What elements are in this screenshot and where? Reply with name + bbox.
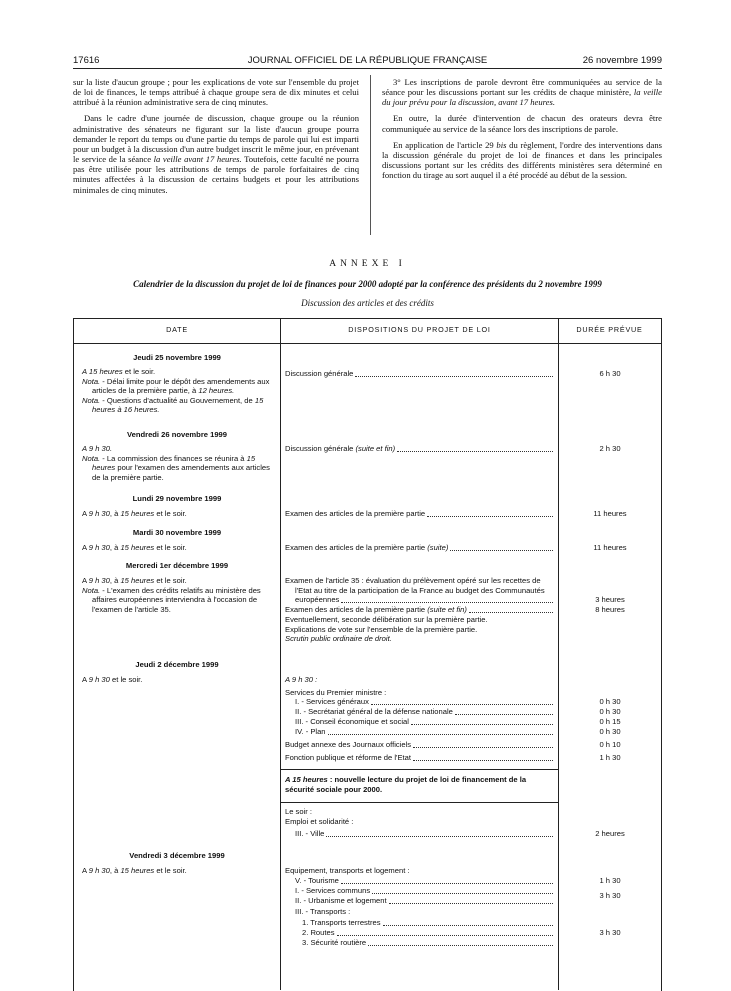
column-header-duree: DURÉE PRÉVUE (576, 325, 643, 334)
disposition-entry: Examen des articles de la première partie (suite et fin) (285, 605, 553, 615)
disposition-entry: II. - Urbanisme et logement (295, 896, 553, 906)
day-heading: Jeudi 25 novembre 1999 (133, 353, 221, 362)
disposition-entry: 3. Sécurité routière (302, 938, 553, 948)
disposition-entry: Examen des articles de la première partie (suite) (285, 543, 553, 553)
disposition-entry: Discussion générale (285, 369, 553, 379)
column-rule (370, 75, 371, 235)
annexe-heading: ANNEXE I (329, 259, 406, 269)
date-cell: A 9 h 30, à 15 heures et le soir. Nota. - L'examen des crédits relatifs au ministère des affaires européennes interviendra à l'occasion de l'examen de l'article 35. (82, 576, 261, 614)
column-header-date: DATE (166, 325, 188, 334)
duration-value: 1 h 30 (599, 876, 621, 885)
annexe-title: Calendrier de la discussion du projet de loi de finances pour 2000 adopté par la conférence des présidents du 2 novembre 1999 (133, 279, 602, 289)
disposition-entry: Equipement, transports et logement : (285, 866, 410, 875)
disposition-entry: I. - Services communs (295, 886, 553, 896)
date-cell: A 9 h 30 et le soir. (82, 675, 143, 684)
left-paragraph-1: sur la liste d'aucun groupe ; pour les explications de vote sur l'ensemble du projet de loi de finances, le temps attribué à chaque groupe sera de dix minutes et celui attribué à la réunion administrative sera de cinq minutes. (73, 77, 359, 108)
table-row-rule (280, 802, 559, 803)
disposition-entry: I. - Services généraux (295, 697, 553, 707)
annexe-subtitle: Discussion des articles et des crédits (301, 298, 434, 308)
issue-date: 26 novembre 1999 (582, 55, 662, 66)
day-heading: Vendredi 26 novembre 1999 (126, 430, 228, 439)
table-row-rule (280, 769, 559, 770)
date-cell: A 9 h 30, à 15 heures et le soir. (82, 866, 187, 875)
disposition-entry: Examen des articles de la première partie (285, 509, 553, 519)
column-header-dispositions: DISPOSITIONS DU PROJET DE LOI (348, 325, 491, 334)
duration-value: 2 heures (595, 829, 625, 838)
date-cell: A 9 h 30. Nota. - La commission des finances se réunira à 15 heures pour l'examen des amendements aux articles de la première partie. (82, 444, 270, 482)
disposition-entry: III. - Transports : (295, 907, 351, 916)
duration-value: 6 h 30 (599, 369, 621, 378)
right-column (382, 77, 662, 186)
disposition-entry: Eventuellement, seconde délibération sur la première partie. Explications de vote sur l'ensemble de la première partie. Scrutin public ordinaire de droit. (285, 615, 488, 644)
date-cell: A 15 heures et le soir. Nota. - Délai limite pour le dépôt des amendements aux articles de la première partie, à 12 heures. Nota. - Questions d'actualité au Gouvernement, de 15 heures à 16 heures. (82, 367, 270, 415)
right-paragraph-2: En outre, la durée d'intervention de chacun des orateurs devra être communiquée au service de la séance lors des inscriptions de parole. (382, 113, 662, 134)
date-cell: A 9 h 30, à 15 heures et le soir. (82, 509, 187, 518)
duration-value: 1 h 30 (599, 753, 621, 762)
duration-value: 3 heures (595, 595, 625, 604)
table-column-divider (280, 318, 281, 990)
duration-value: 3 h 30 (599, 928, 621, 937)
right-paragraph-1: 3° Les inscriptions de parole devront être communiquées au service de la séance pour les discussions portant sur les crédits de chaque ministère, la veille du jour prévu pour la discussion, avant 17 heures. (382, 77, 662, 108)
duration-value: 0 h 30 (599, 707, 621, 716)
disposition-entry: Budget annexe des Journaux officiels (285, 740, 553, 750)
disposition-entry: A 9 h 30 : Services du Premier ministre : (285, 675, 387, 697)
duration-value: 2 h 30 (599, 444, 621, 453)
duration-value: 11 heures (593, 543, 627, 552)
disposition-entry: Discussion générale (suite et fin) (285, 444, 553, 454)
day-heading: Mercredi 1er décembre 1999 (125, 561, 229, 570)
duration-value: 8 heures (595, 605, 625, 614)
duration-value: 11 heures (593, 509, 627, 518)
table-header-rule (73, 343, 661, 344)
duration-value: 0 h 10 (599, 740, 621, 749)
left-column (73, 77, 359, 201)
disposition-entry: III. - Ville (295, 829, 553, 839)
day-heading: Vendredi 3 décembre 1999 (129, 851, 225, 860)
disposition-entry: II. - Secrétariat général de la défense nationale (295, 707, 553, 717)
left-paragraph-2: Dans le cadre d'une journée de discussion, chaque groupe ou la réunion administrative des sénateurs ne figurant sur la liste d'aucun groupe pourra demander le report du temps ou d'une partie du temps de parole qui lui est imparti pour un budget à la discussion d'un autre budget inscrit le même jour, en prévenant le service de la séance la veille avant 17 heures. Toutefois, cette faculté ne pourra pas être utilisée pour les attributions de temps de parole forfaitaires de cinq minutes affectées à la discussion de certains budgets et pour les attributions minimales de cinq minutes. (73, 113, 359, 195)
header-rule (73, 68, 662, 69)
day-heading: Mardi 30 novembre 1999 (132, 528, 222, 537)
disposition-entry: IV. - Plan (295, 727, 553, 737)
disposition-entry: V. - Tourisme (295, 876, 553, 886)
disposition-entry: Fonction publique et réforme de l'Etat (285, 753, 553, 763)
page-number: 17616 (73, 55, 100, 66)
disposition-entry: Examen de l'article 35 : évaluation du prélèvement opéré sur les recettes de l'Etat au titre de la participation de la France au budget des Communautés (285, 576, 545, 595)
disposition-entry: A 15 heures : nouvelle lecture du projet de loi de financement de la sécurité sociale pour 2000. (285, 775, 527, 794)
duration-value: 0 h 30 (599, 727, 621, 736)
date-cell: A 9 h 30, à 15 heures et le soir. (82, 543, 187, 552)
table-column-divider (558, 318, 559, 990)
day-heading: Lundi 29 novembre 1999 (132, 494, 222, 503)
duration-value: 0 h 15 (599, 717, 621, 726)
duration-value: 0 h 30 (599, 697, 621, 706)
disposition-entry: 2. Routes (302, 928, 553, 938)
day-heading: Jeudi 2 décembre 1999 (135, 660, 219, 669)
disposition-entry: Le soir : Emploi et solidarité : (285, 807, 354, 826)
journal-title: JOURNAL OFFICIEL DE LA RÉPUBLIQUE FRANÇAISE (247, 55, 488, 66)
disposition-entry: 1. Transports terrestres (302, 918, 553, 928)
duration-value: 3 h 30 (599, 891, 621, 900)
right-paragraph-3: En application de l'article 29 bis du règlement, l'ordre des interventions dans la discussion générale du projet de loi de finances et dans les principales discussions portant sur les crédits des différents ministères sera déterminé en fonction du tirage au sort auquel il a été procédé au début de la session. (382, 139, 662, 181)
disposition-entry: III. - Conseil économique et social (295, 717, 553, 727)
disposition-entry: européennes (295, 595, 553, 605)
